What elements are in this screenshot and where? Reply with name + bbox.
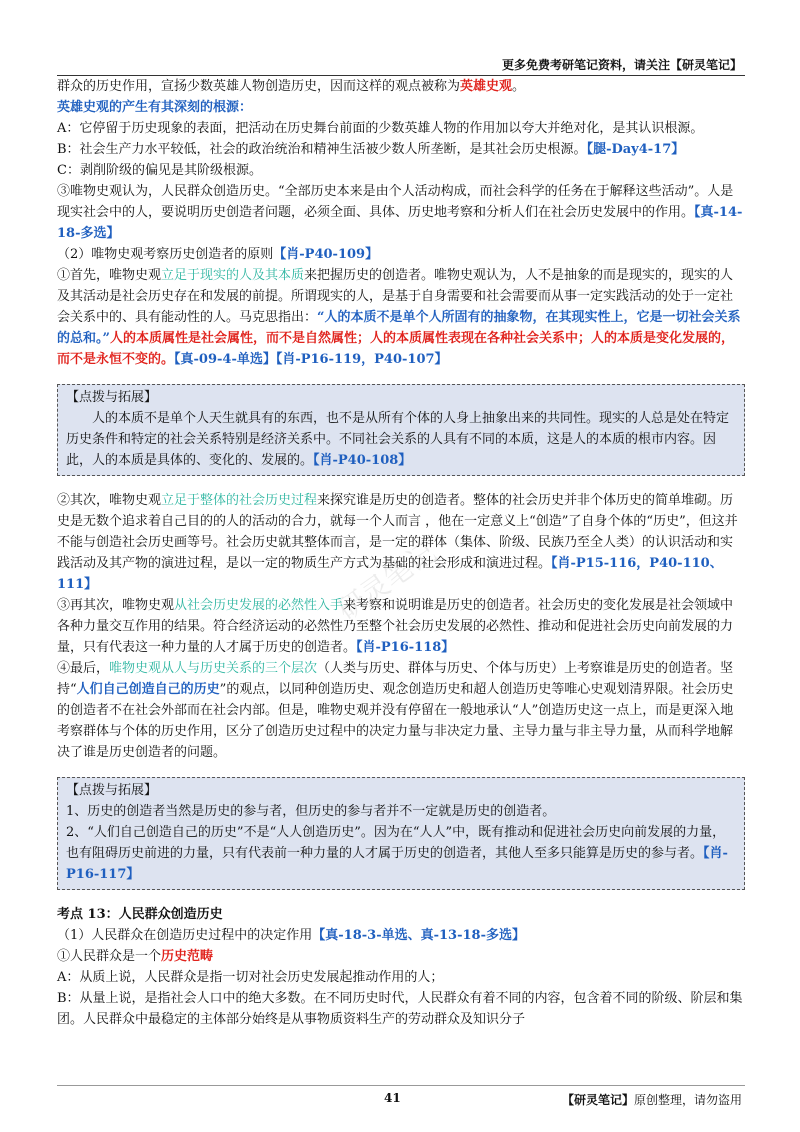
paragraph-text: 来探究谁是历史的创造者。整体的社会历史并非个体历史的简单堆砌。历史是无数个追求着自己目的的人的活动的合力，就每一个人而言 ，他在一定意义上“创造”了自身个体的“历史”，但这并不能与创造社会历史画等号。社会历史就其整体而言，是一定的群体（集体、阶级、民族乃至全人类）的认识活动和实践活动及其产物的演进过程，是以一定的物质生产方式为基础的社会形成和演进过程。 [57,493,738,571]
tip-box [57,384,745,476]
highlight-text: 立足于现实的人及其本质 [161,268,305,283]
principle-text: （2）唯物史观考察历史创造者的原则 [57,247,274,262]
paragraph-text: ④最后， [57,661,110,676]
paragraph-end: 。 [512,79,526,94]
hero-roots-a: A：它停留于历史现象的表面，把活动在历史舞台前面的少数英雄人物的作用加以夸大并绝对化，是其认识根源。 [57,121,704,136]
page-number: 41 [384,1091,401,1105]
highlight-text: 唯物史观从人与历史关系的三个层次 [109,661,318,676]
principle-second [57,490,745,595]
reference-tag: 【肖-P15-116，P40-110、111】 [57,556,723,592]
footer-note [562,1091,742,1108]
reference-tag: 【肖-P16-118】 [356,640,455,655]
principle-heading [57,244,745,265]
hero-roots-c: C：剥削阶级的偏见是其阶级根源。 [57,163,262,178]
hero-roots-b [57,139,745,160]
key-term: 历史范畴 [161,949,214,964]
marx-quote: “人的本质不是单个人所固有的抽象物，在其现实性上，它是一切社会关系的总和。” [57,310,741,346]
highlight-quote: 人们自己创造自己的历史 [76,682,220,697]
reference-tag: 【真-09-4-单选】【肖-P16-119，P40-107】 [174,352,448,367]
principle-third [57,595,745,658]
key-point-text: 人的本质属性是社会属性，而不是自然属性；人的本质属性表现在各种社会关系中；人的本质是变化发展的，而不是永恒不变的。 [57,331,734,367]
tip-text: 人的本质不是单个人天生就具有的东西，也不是从所有个体的人身上抽象出来的共同性。现实的人总是处在特定历史条件和特定的社会关系特别是经济关系中。不同社会关系的人具有不同的本质，这是人的本质的根市内容。因此，人的本质是具体的、变化的、发展的。 [66,411,730,468]
tip-box-title: 【点拨与拓展】 [66,783,158,798]
highlight-text: 立足于整体的社会历史过程 [161,493,318,508]
footer-divider [57,1085,745,1086]
paragraph-hero-view [57,76,745,97]
reference-tag: 【肖-P40-108】 [313,453,412,468]
paragraph-materialist-view [57,181,745,244]
people-quantity: B：从量上说，是指社会人口中的绝大多数。在不同历史时代，人民群众有着不同的内容，包含着不同的阶级、阶层和集团。人民群众中最稳定的主体部分始终是从事物质资料生产的劳动群众及知识分子 [57,991,743,1027]
section-heading: 考点 13：人民群众创造历史 [57,907,223,922]
tip-box-title: 【点拨与拓展】 [66,390,158,405]
paragraph-text: 群众的历史作用，宣扬少数英雄人物创造历史，因而这样的观点被称为 [57,79,461,94]
tip-box-text [66,408,736,471]
reference-tag: 【肖-P40-109】 [273,247,379,262]
highlight-text: 从社会历史发展的必然性入手 [174,598,344,613]
footer-text: 原创整理，请勿盗用 [633,1093,742,1107]
paragraph-text: ①人民群众是一个 [57,949,162,964]
watermark: 研灵笔记 [331,535,443,627]
decisive-role-heading [57,925,745,946]
header-note: 更多免费考研笔记资料，请关注【研灵笔记】 [501,58,742,72]
tip-item-1: 1、历史的创造者当然是历史的参与者，但历史的参与者并不一定就是历史的创造者。 [66,804,556,819]
paragraph-text: 来把握历史的创造者。唯物史观认为，人不是抽象的而是现实的，现实的人及其活动是社会历史存在和发展的前提。所谓现实的人，是基于自身需要和社会需要而从事一定实践活动的处于一定社会关系中的、具有能动性的人。马克思指出： [57,268,734,325]
hero-roots-b-text: B：社会生产力水平较低，社会的政治统治和精神生活被少数人所垄断，是其社会历史根源。 [57,142,587,157]
paragraph-text: （人类与历史、群体与历史、个体与历史）上考察谁是历史的创造者。坚持“ [57,661,734,697]
tip-box [57,777,745,890]
principle-first [57,265,745,370]
paragraph-text: ③再其次，唯物史观 [57,598,175,613]
hero-roots-heading: 英雄史观的产生有其深刻的根源： [57,100,253,115]
tip-item-2 [66,822,736,885]
paragraph-text: ③唯物史观认为，人民群众创造历史。“全部历史本来是由个人活动构成，而社会科学的任务在于解释这些活动”。人是现实社会中的人，要说明历史创造者问题，必须全面、具体、历史地考察和分析人们在社会历史发展中的作用。 [57,184,734,220]
principle-fourth [57,658,745,763]
tip-text: 2、“人们自己创造自己的历史”不是“人人创造历史”。因为在“人人”中，既有推动和促进社会历史向前发展的力量，也有阻碍历史前进的力量，只有代表前一种力量的人才属于历史的创造者，其他人至多只能算是历史的参与者。 [66,825,726,861]
hero-view-term: 英雄史观 [460,79,513,94]
footer-brand: 【研灵笔记】 [561,1093,634,1107]
page-content [57,76,745,1030]
heading-text: （1）人民群众在创造历史过程中的决定作用 [57,928,313,943]
reference-tag: 【真-18-3-单选、真-13-18-多选】 [312,928,525,943]
people-category [57,946,745,967]
paragraph-text: 来考察和说明谁是历史的创造者。社会历史的变化发展是社会领域中各种力量交互作用的结果。符合经济运动的必然性乃至整个社会历史发展的必然性、推动和促进社会历史向前发展的力量，只有代表这一种力量的人才属于历史的创造者。 [57,598,734,655]
reference-tag: 【真-14-18-多选】 [57,205,743,241]
paragraph-text: ①首先，唯物史观 [57,268,162,283]
reference-tag: 【腿-Day4-17】 [586,142,685,157]
paragraph-text: ②其次，唯物史观 [57,493,162,508]
people-quality: A：从质上说，人民群众是指一切对社会历史发展起推动作用的人； [57,970,444,985]
paragraph-text: ”的观点，以同种创造历史、观念创造历史和超人创造历史等唯心史观划清界限。社会历史的创造者不在社会外部而在社会内部。但是，唯物史观并没有停留在一般地承认“人”创造历史这一点上，而是更深入地考察群体与个体的历史作用，区分了创造历史过程中的决定力量与非决定力量、主导力量与非主导力量，从而科学地解决了谁是历史创造者的问题。 [57,682,734,760]
reference-tag: 【肖-P16-117】 [66,846,728,882]
